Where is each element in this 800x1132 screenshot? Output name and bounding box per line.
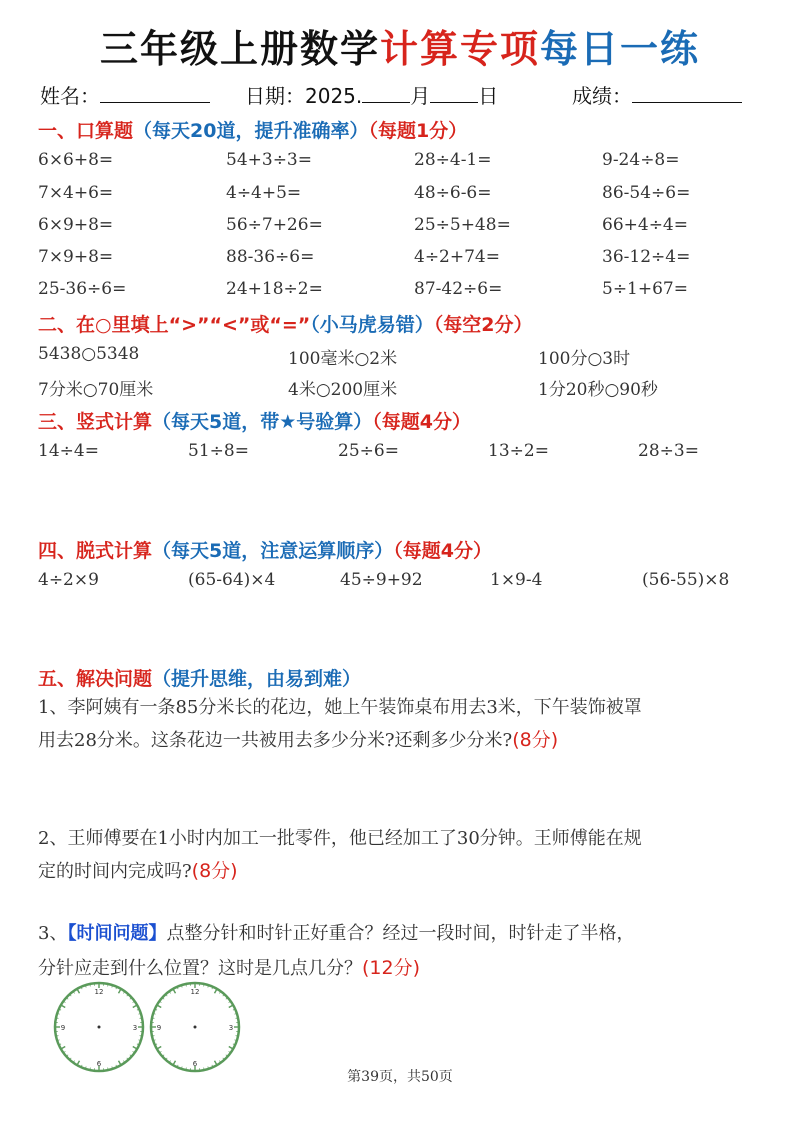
clock-number-12: 12 bbox=[94, 988, 104, 996]
clock-number-9: 9 bbox=[156, 1024, 162, 1032]
problem-2-line-2 bbox=[38, 855, 238, 888]
section-4-heading bbox=[38, 536, 492, 563]
clock-face-2 bbox=[151, 983, 239, 1071]
clock-number-6: 6 bbox=[96, 1060, 102, 1068]
clock-number-3: 3 bbox=[228, 1024, 234, 1032]
problem: 86-54÷6= bbox=[602, 183, 691, 203]
section-2-heading bbox=[38, 310, 533, 337]
title-part-1: 三年级上册数学 bbox=[99, 27, 380, 71]
compare-item: 4米○200厘米 bbox=[288, 380, 398, 400]
name-field[interactable] bbox=[40, 80, 210, 109]
vertical-problem: 13÷2= bbox=[488, 441, 549, 461]
step-problem: 45÷9+92 bbox=[340, 570, 423, 590]
section-3-title: 三、竖式计算 bbox=[38, 411, 153, 433]
section-4-note: （每天5道，注意运算顺序） bbox=[152, 540, 394, 562]
step-problem: 1×9-4 bbox=[490, 570, 543, 590]
problem: 36-12÷4= bbox=[602, 247, 691, 267]
section-1-note: （每天20道，提升准确率） bbox=[133, 120, 369, 142]
title-part-2: 计算专项 bbox=[379, 27, 540, 71]
problem: 6×9+8= bbox=[38, 215, 114, 235]
problem-2-line-1: 2、王师傅要在1小时内加工一批零件，他已经加工了30分钟。王师傅能在规 bbox=[38, 828, 642, 849]
problem-2-score: (8分) bbox=[191, 860, 238, 882]
problem: 48÷6-6= bbox=[414, 183, 492, 203]
clock-number-3: 3 bbox=[132, 1024, 138, 1032]
clock-face-1 bbox=[55, 983, 143, 1071]
problem: 4÷2+74= bbox=[414, 247, 500, 267]
clock-number-9: 9 bbox=[60, 1024, 66, 1032]
section-1-score: （每题1分） bbox=[368, 120, 468, 142]
section-2-note: （小马虎易错） bbox=[310, 314, 434, 336]
section-4-title: 四、脱式计算 bbox=[38, 540, 153, 562]
page-title bbox=[0, 18, 800, 73]
compare-item: 100毫米○2米 bbox=[288, 349, 398, 369]
problem-1-line-1: 1、李阿姨有一条85分米长的花边，她上午装饰桌布用去3米，下午装饰被罩 bbox=[38, 697, 642, 718]
clock-number-12: 12 bbox=[190, 988, 200, 996]
problem-1-line-2 bbox=[38, 724, 558, 757]
problem: 28÷4-1= bbox=[414, 150, 492, 170]
compare-item: 7分米○70厘米 bbox=[38, 380, 154, 400]
day-label: 日 bbox=[478, 84, 499, 108]
problem: 88-36÷6= bbox=[226, 247, 315, 267]
compare-item: 100分○3时 bbox=[538, 349, 631, 369]
section-5-heading bbox=[38, 664, 361, 691]
problem-3-text-1: 点整分针和时针正好重合？经过一段时间，时针走了半格， bbox=[166, 923, 635, 944]
section-5-title: 五、解决问题 bbox=[38, 668, 153, 690]
vertical-problem: 28÷3= bbox=[638, 441, 699, 461]
problem-3-tag: 【时间问题】 bbox=[67, 923, 167, 944]
score-field[interactable] bbox=[572, 80, 742, 109]
clock-number-6: 6 bbox=[192, 1060, 198, 1068]
section-4-score: （每题4分） bbox=[393, 540, 492, 562]
problem: 5÷1+67= bbox=[602, 279, 688, 299]
problem: 6×6+8= bbox=[38, 150, 114, 170]
date-label: 日期：2025. bbox=[245, 84, 363, 108]
name-blank[interactable] bbox=[100, 84, 210, 103]
problem-3-score: (12分) bbox=[362, 957, 421, 979]
problem: 9-24÷8= bbox=[602, 150, 680, 170]
problem-3-line-1 bbox=[38, 918, 634, 950]
problem: 56÷7+26= bbox=[226, 215, 323, 235]
vertical-problem: 25÷6= bbox=[338, 441, 399, 461]
day-blank[interactable] bbox=[430, 84, 478, 103]
page-footer: 第39页，共50页 bbox=[347, 1069, 453, 1085]
problem: 87-42÷6= bbox=[414, 279, 503, 299]
problem: 7×4+6= bbox=[38, 183, 114, 203]
step-problem: (56-55)×8 bbox=[642, 570, 730, 590]
compare-item: 5438○5348 bbox=[38, 344, 140, 364]
step-problem: 4÷2×9 bbox=[38, 570, 99, 590]
section-5-note: （提升思维，由易到难） bbox=[152, 668, 362, 690]
date-field[interactable] bbox=[245, 80, 498, 109]
problem: 54+3÷3= bbox=[226, 150, 312, 170]
problem: 25-36÷6= bbox=[38, 279, 127, 299]
section-3-score: （每题4分） bbox=[372, 411, 472, 433]
month-label: 月 bbox=[410, 84, 431, 108]
vertical-problem: 51÷8= bbox=[188, 441, 249, 461]
score-label: 成绩： bbox=[572, 84, 632, 108]
score-blank[interactable] bbox=[632, 84, 742, 103]
title-part-3: 每日一练 bbox=[540, 27, 701, 71]
problem: 66+4÷4= bbox=[602, 215, 688, 235]
section-1-title: 一、口算题 bbox=[38, 120, 134, 142]
problem-3-text-2: 分针应走到什么位置？这时是几点几分？ bbox=[38, 958, 362, 979]
step-problem: (65-64)×4 bbox=[188, 570, 276, 590]
problem: 7×9+8= bbox=[38, 247, 114, 267]
problem: 4÷4+5= bbox=[226, 183, 302, 203]
clock-faces bbox=[52, 980, 252, 1076]
compare-item: 1分20秒○90秒 bbox=[538, 380, 658, 400]
section-1-heading bbox=[38, 116, 467, 143]
section-3-note: （每天5道，带★号验算） bbox=[152, 411, 373, 433]
section-2-title: 二、在○里填上“>”“<”或“=” bbox=[38, 314, 311, 336]
name-label: 姓名： bbox=[40, 84, 100, 108]
problem: 24+18÷2= bbox=[226, 279, 323, 299]
problem-1-text: 用去28分米。这条花边一共被用去多少分米?还剩多少分米? bbox=[38, 730, 513, 751]
vertical-problem: 14÷4= bbox=[38, 441, 99, 461]
problem: 25÷5+48= bbox=[414, 215, 511, 235]
section-3-heading bbox=[38, 407, 471, 434]
month-blank[interactable] bbox=[362, 84, 410, 103]
section-2-score: （每空2分） bbox=[433, 314, 533, 336]
problem-1-score: (8分) bbox=[512, 729, 559, 751]
problem-3-number: 3、 bbox=[38, 923, 68, 944]
problem-2-text: 定的时间内完成吗? bbox=[38, 861, 192, 882]
